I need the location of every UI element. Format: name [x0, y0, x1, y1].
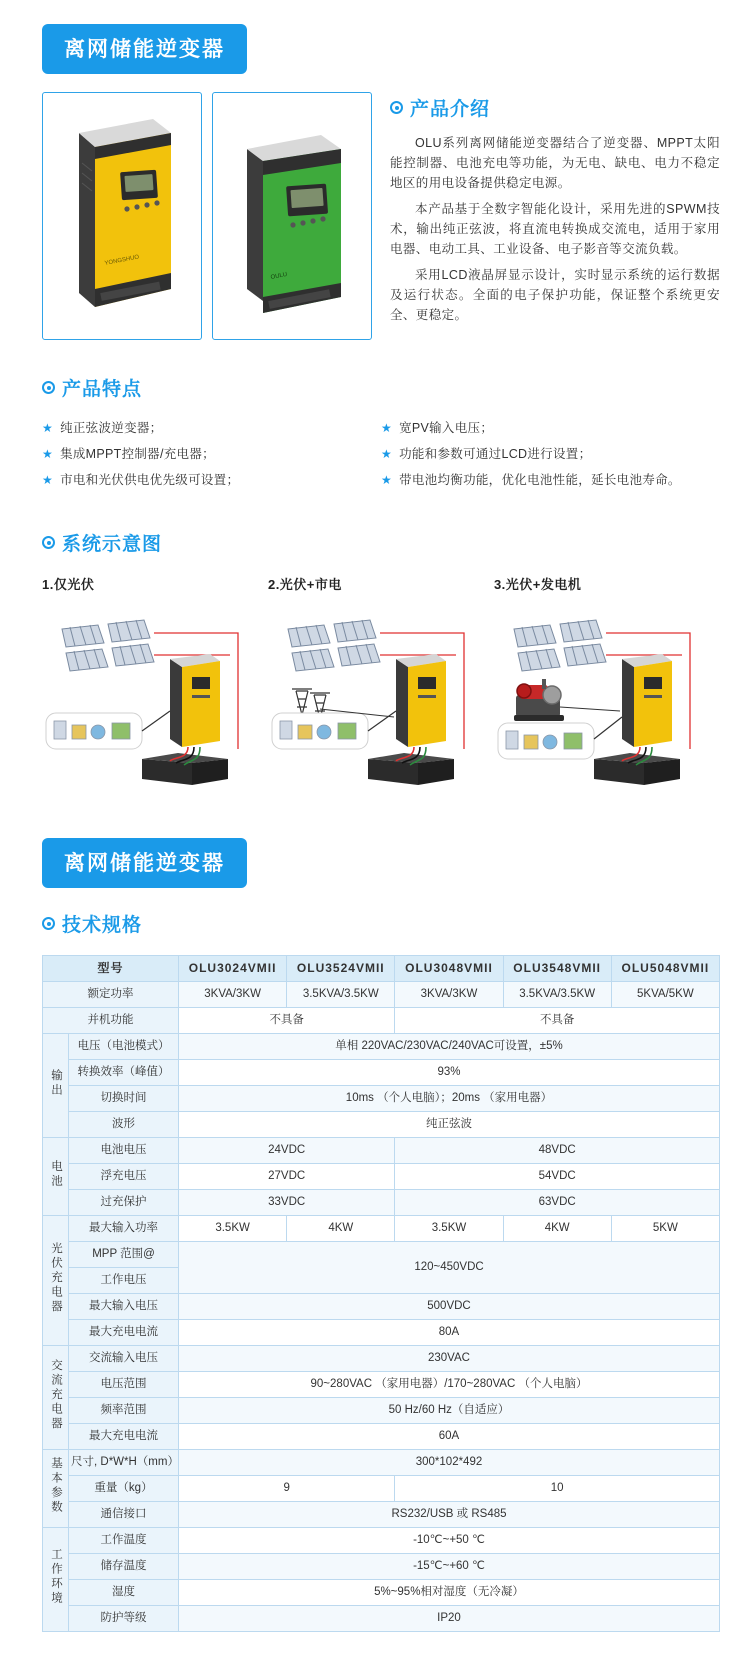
- table-row: [43, 1580, 720, 1606]
- row-label: 电压范围: [69, 1372, 179, 1398]
- cell: 5%~95%相对湿度（无冷凝）: [179, 1580, 720, 1606]
- product-photo-yellow: [42, 92, 202, 340]
- feature-label: 宽PV输入电压；: [399, 421, 494, 435]
- diagram-pv-generator-icon: [494, 599, 714, 799]
- intro-paragraphs: [390, 133, 720, 325]
- star-icon: ★: [42, 473, 54, 487]
- row-label: 最大充电电流: [69, 1320, 179, 1346]
- inverter-yellow-icon: [43, 93, 202, 340]
- spec-col-1: OLU3024VMII: [179, 956, 287, 982]
- cell: 48VDC: [395, 1138, 720, 1164]
- star-icon: ★: [381, 421, 393, 435]
- row-label: 转换效率（峰值）: [69, 1060, 179, 1086]
- diagram-row: [42, 574, 720, 804]
- diagram-pv-generator: [494, 574, 720, 804]
- row-label: 波形: [69, 1112, 179, 1138]
- features-heading: [42, 374, 720, 401]
- group-label-text: 基本参数: [50, 1457, 62, 1515]
- cell: 10ms （个人电脑）；20ms （家用电器）: [179, 1086, 720, 1112]
- bullet-ring-icon: [42, 917, 55, 930]
- cell: 50 Hz/60 Hz（自适应）: [179, 1398, 720, 1424]
- cell: 3.5KVA/3.5KW: [503, 982, 611, 1008]
- intro-paragraph: OLU系列离网储能逆变器结合了逆变器、MPPT太阳能控制器、电池充电等功能，为无电、缺电、电力不稳定地区的用电设备提供稳定电源。: [390, 136, 720, 190]
- row-label: 最大输入功率: [69, 1216, 179, 1242]
- row-label: 电压（电池模式）: [69, 1034, 179, 1060]
- diagram-heading-label: 系统示意图: [62, 534, 163, 555]
- row-label: 额定功率: [43, 982, 179, 1008]
- feature-item: [381, 441, 720, 467]
- cell: 120~450VDC: [179, 1242, 720, 1294]
- group-label-text: 工作环境: [50, 1548, 62, 1606]
- product-features-section: [0, 374, 750, 493]
- cell: 3.5KW: [395, 1216, 503, 1242]
- cell: 3.5KVA/3.5KW: [287, 982, 395, 1008]
- feature-label: 市电和光伏供电优先级可设置；: [60, 473, 240, 487]
- inverter-green-icon: [213, 93, 372, 340]
- svg-text:OULU: OULU: [270, 271, 288, 281]
- table-header-row: [43, 956, 720, 982]
- product-intro-text: [390, 92, 720, 340]
- cell: 27VDC: [179, 1164, 395, 1190]
- table-row: [43, 1320, 720, 1346]
- group-label-text: 电池: [50, 1159, 62, 1189]
- cell: 纯正弦波: [179, 1112, 720, 1138]
- cell: 60A: [179, 1424, 720, 1450]
- table-row: [43, 1242, 720, 1268]
- star-icon: ★: [381, 447, 393, 461]
- table-row: [43, 1190, 720, 1216]
- intro-paragraph: 本产品基于全数字智能化设计，采用先进的SPWM技术，输出纯正弦波，将直流电转换成交流电，适用于家用电器、电动工具、工业设备、电子影音等交流负载。: [390, 202, 720, 256]
- table-row: [43, 1554, 720, 1580]
- bullet-ring-icon: [42, 536, 55, 549]
- table-row: [43, 1502, 720, 1528]
- bullet-ring-icon: [390, 101, 403, 114]
- diagram-label: 2.光伏+市电: [267, 577, 342, 592]
- spec-table-head: [43, 956, 720, 982]
- spec-heading-label: 技术规格: [62, 915, 143, 936]
- group-label-output: [43, 1034, 69, 1138]
- cell: 500VDC: [179, 1294, 720, 1320]
- cell: RS232/USB 或 RS485: [179, 1502, 720, 1528]
- table-row: [43, 1060, 720, 1086]
- cell: 24VDC: [179, 1138, 395, 1164]
- diagram-label: 3.光伏+发电机: [493, 577, 582, 592]
- row-label: 并机功能: [43, 1008, 179, 1034]
- diagram-label: 1.仅光伏: [42, 577, 95, 592]
- feature-label: 集成MPPT控制器/充电器；: [60, 447, 215, 461]
- group-label-text: 输出: [50, 1068, 62, 1098]
- diagram-canvas: [42, 599, 268, 799]
- features-column-left: [42, 415, 381, 493]
- cell: 5KW: [611, 1216, 719, 1242]
- row-label: MPP 范围@: [69, 1242, 179, 1268]
- row-label: 防护等级: [69, 1606, 179, 1632]
- cell: 33VDC: [179, 1190, 395, 1216]
- cell: 93%: [179, 1060, 720, 1086]
- cell: 54VDC: [395, 1164, 720, 1190]
- cell: 5KVA/5KW: [611, 982, 719, 1008]
- diagram-pv-grid-icon: [268, 599, 488, 799]
- spec-table: [42, 955, 720, 1632]
- row-label: 电池电压: [69, 1138, 179, 1164]
- cell: 3KVA/3KW: [179, 982, 287, 1008]
- svg-text:YONGSHUO: YONGSHUO: [104, 254, 140, 267]
- system-diagram-section: [0, 529, 750, 804]
- features-columns: [42, 415, 720, 493]
- table-row: [43, 982, 720, 1008]
- star-icon: ★: [381, 473, 393, 487]
- intro-heading-label: 产品介绍: [410, 99, 491, 120]
- group-label-ac-charger: [43, 1346, 69, 1450]
- group-label-environment: [43, 1528, 69, 1632]
- table-row: [43, 1346, 720, 1372]
- row-label: 浮充电压: [69, 1164, 179, 1190]
- cell: 3.5KW: [179, 1216, 287, 1242]
- cell: 4KW: [503, 1216, 611, 1242]
- table-row: [43, 1476, 720, 1502]
- table-row: [43, 1606, 720, 1632]
- cell: 9: [179, 1476, 395, 1502]
- product-intro-section: [0, 92, 750, 340]
- diagram-pv-grid: [268, 574, 494, 804]
- row-label: 频率范围: [69, 1398, 179, 1424]
- table-row: [43, 1398, 720, 1424]
- diagram-canvas: [494, 599, 720, 799]
- spec-heading: [42, 910, 720, 937]
- cell: 63VDC: [395, 1190, 720, 1216]
- group-label-battery: [43, 1138, 69, 1216]
- table-row: [43, 1086, 720, 1112]
- cell: 230VAC: [179, 1346, 720, 1372]
- features-heading-label: 产品特点: [62, 379, 143, 400]
- cell: 4KW: [287, 1216, 395, 1242]
- feature-label: 纯正弦波逆变器；: [60, 421, 163, 435]
- feature-item: [42, 467, 381, 493]
- spec-col-3: OLU3048VMII: [395, 956, 503, 982]
- cell: 不具备: [395, 1008, 720, 1034]
- feature-item: [381, 415, 720, 441]
- table-row: [43, 1034, 720, 1060]
- cell: IP20: [179, 1606, 720, 1632]
- star-icon: ★: [42, 447, 54, 461]
- row-label: 切换时间: [69, 1086, 179, 1112]
- spec-table-wrap: [0, 955, 750, 1632]
- section-title-top: 离网储能逆变器: [42, 24, 247, 74]
- cell: -10℃~+50 ℃: [179, 1528, 720, 1554]
- row-label: 最大输入电压: [69, 1294, 179, 1320]
- product-photo-green: [212, 92, 372, 340]
- diagram-pv-only-icon: [42, 599, 262, 799]
- table-row: [43, 1450, 720, 1476]
- intro-heading: [390, 94, 720, 121]
- cell: -15℃~+60 ℃: [179, 1554, 720, 1580]
- star-icon: ★: [42, 421, 54, 435]
- feature-label: 功能和参数可通过LCD进行设置；: [399, 447, 592, 461]
- diagram-canvas: [268, 599, 494, 799]
- spec-col-2: OLU3524VMII: [287, 956, 395, 982]
- row-label: 交流输入电压: [69, 1346, 179, 1372]
- cell: 300*102*492: [179, 1450, 720, 1476]
- spec-table-body: [43, 982, 720, 1632]
- table-row: [43, 1008, 720, 1034]
- table-row: [43, 1138, 720, 1164]
- cell: 10: [395, 1476, 720, 1502]
- row-label: 工作温度: [69, 1528, 179, 1554]
- table-row: [43, 1112, 720, 1138]
- diagram-pv-only: [42, 574, 268, 804]
- section-title-spec: 离网储能逆变器: [42, 838, 247, 888]
- group-label-text: 交流充电器: [50, 1358, 62, 1432]
- group-label-pv-charger: [43, 1216, 69, 1346]
- table-row: [43, 1528, 720, 1554]
- row-label: 湿度: [69, 1580, 179, 1606]
- group-label-basic: [43, 1450, 69, 1528]
- row-label: 储存温度: [69, 1554, 179, 1580]
- cell: 3KVA/3KW: [395, 982, 503, 1008]
- table-row: [43, 1164, 720, 1190]
- table-row: [43, 1294, 720, 1320]
- feature-item: [381, 467, 720, 493]
- diagram-heading: [42, 529, 720, 556]
- row-label: 重量（kg）: [69, 1476, 179, 1502]
- row-label: 过充保护: [69, 1190, 179, 1216]
- table-row: [43, 1216, 720, 1242]
- feature-label: 带电池均衡功能，优化电池性能，延长电池寿命。: [399, 473, 681, 487]
- intro-paragraph: 采用LCD液晶屏显示设计，实时显示系统的运行数据及运行状态。全面的电子保护功能，保证整个系统更安全、更稳定。: [390, 268, 720, 322]
- table-row: [43, 1424, 720, 1450]
- row-label: 工作电压: [69, 1268, 179, 1294]
- spec-col-4: OLU3548VMII: [503, 956, 611, 982]
- cell: 90~280VAC （家用电器）/170~280VAC （个人电脑）: [179, 1372, 720, 1398]
- spec-col-5: OLU5048VMII: [611, 956, 719, 982]
- features-column-right: [381, 415, 720, 493]
- group-label-text: 光伏充电器: [50, 1241, 62, 1315]
- row-label: 最大充电电流: [69, 1424, 179, 1450]
- row-label: 尺寸, D*W*H（mm）: [69, 1450, 179, 1476]
- cell: 不具备: [179, 1008, 395, 1034]
- feature-item: [42, 415, 381, 441]
- spec-col-model: 型号: [43, 956, 179, 982]
- cell: 单相 220VAC/230VAC/240VAC可设置，±5%: [179, 1034, 720, 1060]
- product-photos: [42, 92, 372, 340]
- row-label: 通信接口: [69, 1502, 179, 1528]
- table-row: [43, 1372, 720, 1398]
- feature-item: [42, 441, 381, 467]
- cell: 80A: [179, 1320, 720, 1346]
- bullet-ring-icon: [42, 381, 55, 394]
